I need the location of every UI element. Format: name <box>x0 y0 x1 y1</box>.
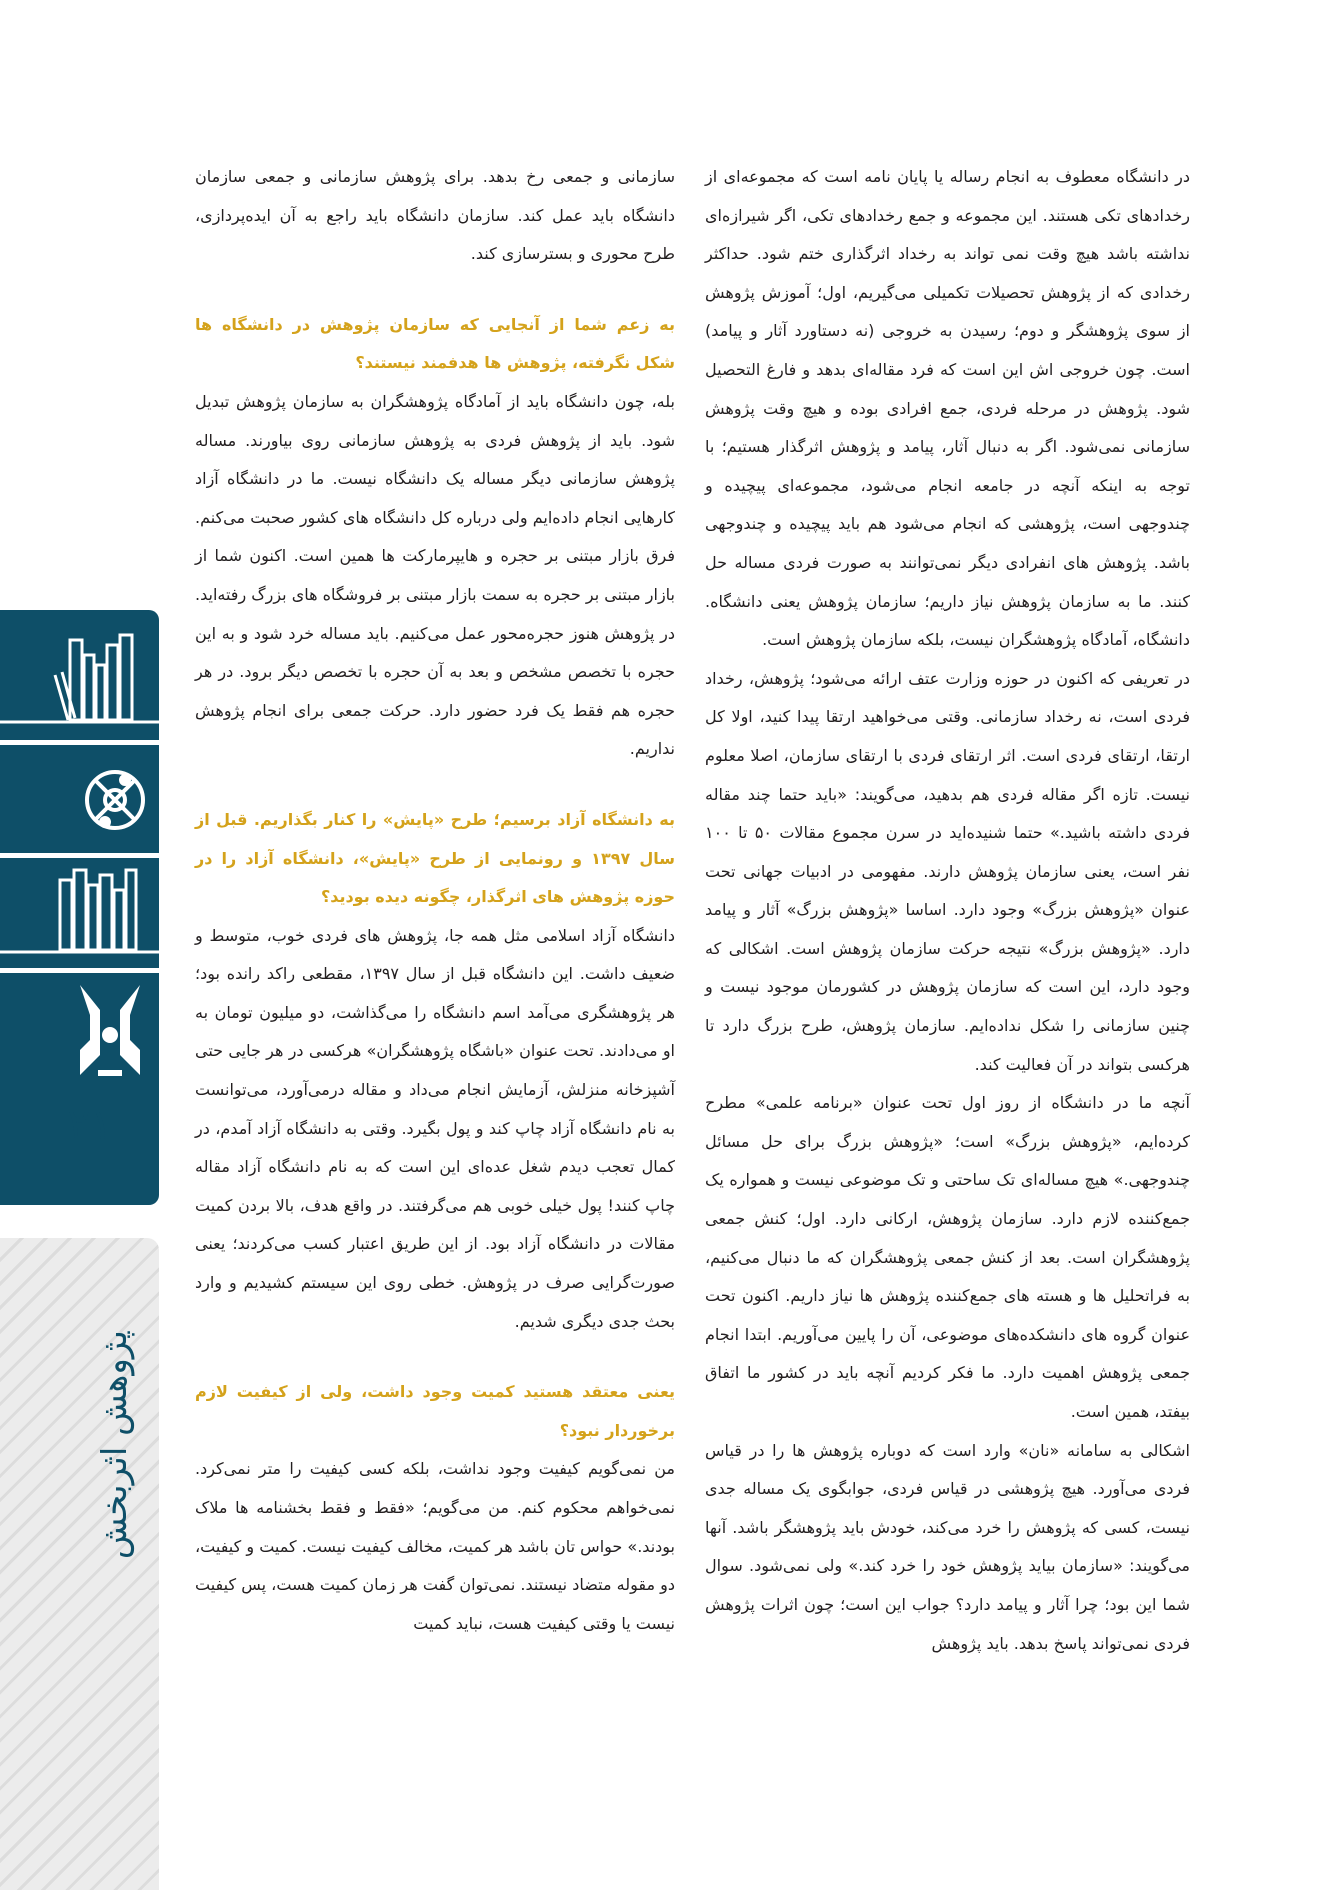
tab-separator <box>0 853 159 858</box>
university-logo-icon <box>0 975 159 1085</box>
spine-background <box>0 1238 159 1890</box>
paragraph: سازمانی و جمعی رخ بدهد. برای پژوهش سازمانی و جمعی سازمان دانشگاه باید عمل کند. سازمان دانشگاه باید راجع به آن ایده‌پردازی، طرح محوری و بسترسازی کند. <box>195 167 675 264</box>
paragraph: در تعریفی که اکنون در حوزه وزارت عتف ارائه می‌شود؛ پژوهش، رخداد فردی است، نه رخداد سازمانی. وقتی می‌خواهید ارتقا پیدا کنید، اولا کل ارتقا، ارتقای فردی است. اثر ارتقای فردی با ارتقای سازمان، اصلا معلوم نیست. تازه اگر مقاله فردی هم بدهید، می‌گویند: «باید حتما چند مقاله فردی داشته باشید.» حتما شنیده‌اید در سرن مجموع مقالات ۵۰ تا ۱۰۰ نفر است، یعنی سازمان پژوهش دارند. مفهومی در ادبیات جهانی تحت عنوان «پژوهش بزرگ» وجود دارد. اساسا «پژوهش بزرگ» آثار و پیامد دارد. «پژوهش بزرگ» نتیجه حرکت سازمان پژوهش است. اشکالی که وجود دارد، این است که سازمان پژوهش در کشورمان موجود نیست و چنین سازمانی را شکل نداده‌ایم. سازمان پژوهش، طرح بزرگ دارد تا هرکسی بتواند در آن فعالیت کند. <box>705 668 1191 1074</box>
books-shelf-icon-2 <box>0 860 159 965</box>
tab-separator <box>0 968 159 973</box>
interview-answer: من نمی‌گویم کیفیت وجود نداشت، بلکه کسی کیفیت را متر نمی‌کرد. نمی‌خواهم محکوم کنم. من می‌گویم؛ «فقط و فقط بخشنامه ها ملاک بودند.» حواس تان باشد هر کمیت، مخالف کیفیت نیست. کمیت و کیفیت، دو مقوله متضاد نیستند. نمی‌توان گفت هر زمان کمیت هست، پس کیفیت نیست یا وقتی کیفیت هست، نباید کمیت <box>195 1459 675 1633</box>
interview-question: به زعم شما از آنجایی که سازمان پژوهش در دانشگاه ها شکل نگرفته، پژوهش ها هدفمند نیستند؟ <box>195 314 675 373</box>
paragraph: در دانشگاه معطوف به انجام رساله یا پایان نامه است که مجموعه‌ای از رخدادهای تکی هستند. این مجموعه و جمع رخدادهای تکی، اگر شیرازه‌ای نداشته باشد هیچ وقت نمی تواند به رخداد اثرگذاری ختم شود. حداکثر رخدادی که از پژوهش تحصیلات تکمیلی می‌گیریم، اول؛ آموزش پژوهش از سوی پژوهشگر و دوم؛ رسیدن به خروجی (نه دستاورد آثار و پیامد) است. چون خروجی اش این است که فرد مقاله‌ای بدهد و فارغ التحصیل شود. پژوهش در مرحله فردی، جمع افرادی بوده و هیچ وقت پژوهش سازمانی نمی‌شود. اگر به دنبال آثار، پیامد و پژوهش اثرگذار هستیم؛ با توجه به اینکه آنچه در جامعه انجام می‌شود، مجموعه‌ای پیچیده و چندوجهی است، پژوهشی که انجام می‌شود هم باید پیچیده و چندوجهی باشد. پژوهش های انفرادی دیگر نمی‌توانند به صورت فردی مساله حل کنند. ما به سازمان پژوهش نیاز داریم؛ سازمان پژوهش یعنی دانشگاه. دانشگاه، آمادگاه پژوهشگران نیست، بلکه سازمان پژوهش است. <box>705 167 1190 650</box>
knot-emblem-icon <box>0 750 159 845</box>
right-text-column <box>705 158 1190 1663</box>
books-shelf-icon <box>0 630 159 735</box>
tab-separator <box>0 740 159 745</box>
page-number: ۲۱ <box>67 1100 113 1149</box>
paragraph: اشکالی به سامانه «نان» وارد است که دوباره پژوهش ها را در قیاس فردی می‌آورد. هیچ پژوهشی در قیاس فردی، جوابگوی یک مساله جدی نیست، کسی که پژوهش را خرد می‌کند، خودش باید پژوهشگر باشد. آنها می‌گویند: «سازمان بیاید پژوهش خود را خرد کند.» ولی نمی‌شود. سوال شما این بود؛ چرا آثار و پیامد دارد؟ جواب این است؛ چون اثرات پژوهش فردی نمی‌تواند پاسخ بدهد. باید پژوهش <box>705 1440 1190 1653</box>
interview-question: یعنی معتقد هستید کمیت وجود داشت، ولی از کیفیت لازم برخوردار نبود؟ <box>195 1382 675 1440</box>
left-text-column <box>195 158 675 1643</box>
section-title: پژوهش اثربخش <box>95 1330 135 1560</box>
interview-answer: دانشگاه آزاد اسلامی مثل همه جا، پژوهش های فردی خوب، متوسط و ضعیف داشت. این دانشگاه قبل از سال ۱۳۹۷، مقطعی راکد رانده بود؛ هر پژوهشگری می‌آمد اسم دانشگاه را می‌گذاشت، دو میلیون تومان به او می‌دادند. تحت عنوان «باشگاه پژوهشگران» هرکسی در هر جایی حتی آشپزخانه منزلش، آزمایش انجام می‌داد و مقاله درمی‌آورد، می‌توانست به نام دانشگاه آزاد چاپ کند و پول بگیرد. وقتی به دانشگاه آزاد آمدم، در کمال تعجب دیدم شغل عده‌ای این است که به نام دانشگاه آزاد مقاله چاپ کنند! پول خیلی خوبی هم می‌گرفتند. در واقع هدف، بالا بردن کمیت مقالات در دانشگاه آزاد بود. از این طریق اعتبار کسب می‌کردند؛ یعنی صورت‌گرایی صرف در پژوهش. خطی روی این سیستم کشیدیم و وارد بحث جدی دیگری شدیم. <box>195 925 676 1331</box>
paragraph: آنچه ما در دانشگاه از روز اول تحت عنوان «برنامه علمی» مطرح کرده‌ایم، «پژوهش بزرگ» است؛ «پژوهش بزرگ برای حل مسائل چندوجهی.» هیچ مساله‌ای تک ساحتی و تک موضوعی نیست و همواره یک جمع‌کننده لازم دارد. سازمان پژوهش، ارکانی دارد. اول؛ کنش جمعی پژوهشگران است. بعد از کنش جمعی پژوهشگران که ما دنبال می‌کنیم، به فراتحلیل ها و هسته های جمع‌کننده پژوهش ها نیاز داریم. اکنون تحت عنوان گروه های دانشکده‌های موضوعی، آن را پایین می‌آوریم. ابتدا انجام جمعی پژوهش اهمیت دارد. ما فکر کردیم آنچه باید در کشور ما اتفاق بیفتد، همین است. <box>705 1093 1190 1421</box>
interview-answer: بله، چون دانشگاه باید از آمادگاه پژوهشگران به سازمان پژوهش تبدیل شود. باید از پژوهش فردی به پژوهش سازمانی روی بیاورند. مساله پژوهش سازمانی دیگر مساله یک دانشگاه نیست. ما در دانشگاه آزاد کارهایی انجام داده‌ایم ولی درباره کل دانشگاه های کشور صحبت می‌کنم. فرق بازار مبتنی بر حجره و هایپرمارکت ها همین است. اکنون شما از بازار مبتنی بر حجره به سمت بازار مبتنی بر فروشگاه های بزرگ رفته‌اید. در پژوهش هنوز حجره‌محور عمل می‌کنیم. باید مساله خرد شود و به این حجره با تخصص مشخص و بعد به آن حجره با تخصص دیگر برود. در هر حجره هم فقط یک فرد حضور دارد. حرکت جمعی برای انجام پژوهش نداریم. <box>195 391 675 759</box>
interview-question: به دانشگاه آزاد برسیم؛ طرح «پایش» را کنار بگذاریم. قبل از سال ۱۳۹۷ و رونمایی از طرح «پایش»، دانشگاه آزاد را در حوزه پژوهش های اثرگذار، چگونه دیده بودید؟ <box>195 809 675 907</box>
